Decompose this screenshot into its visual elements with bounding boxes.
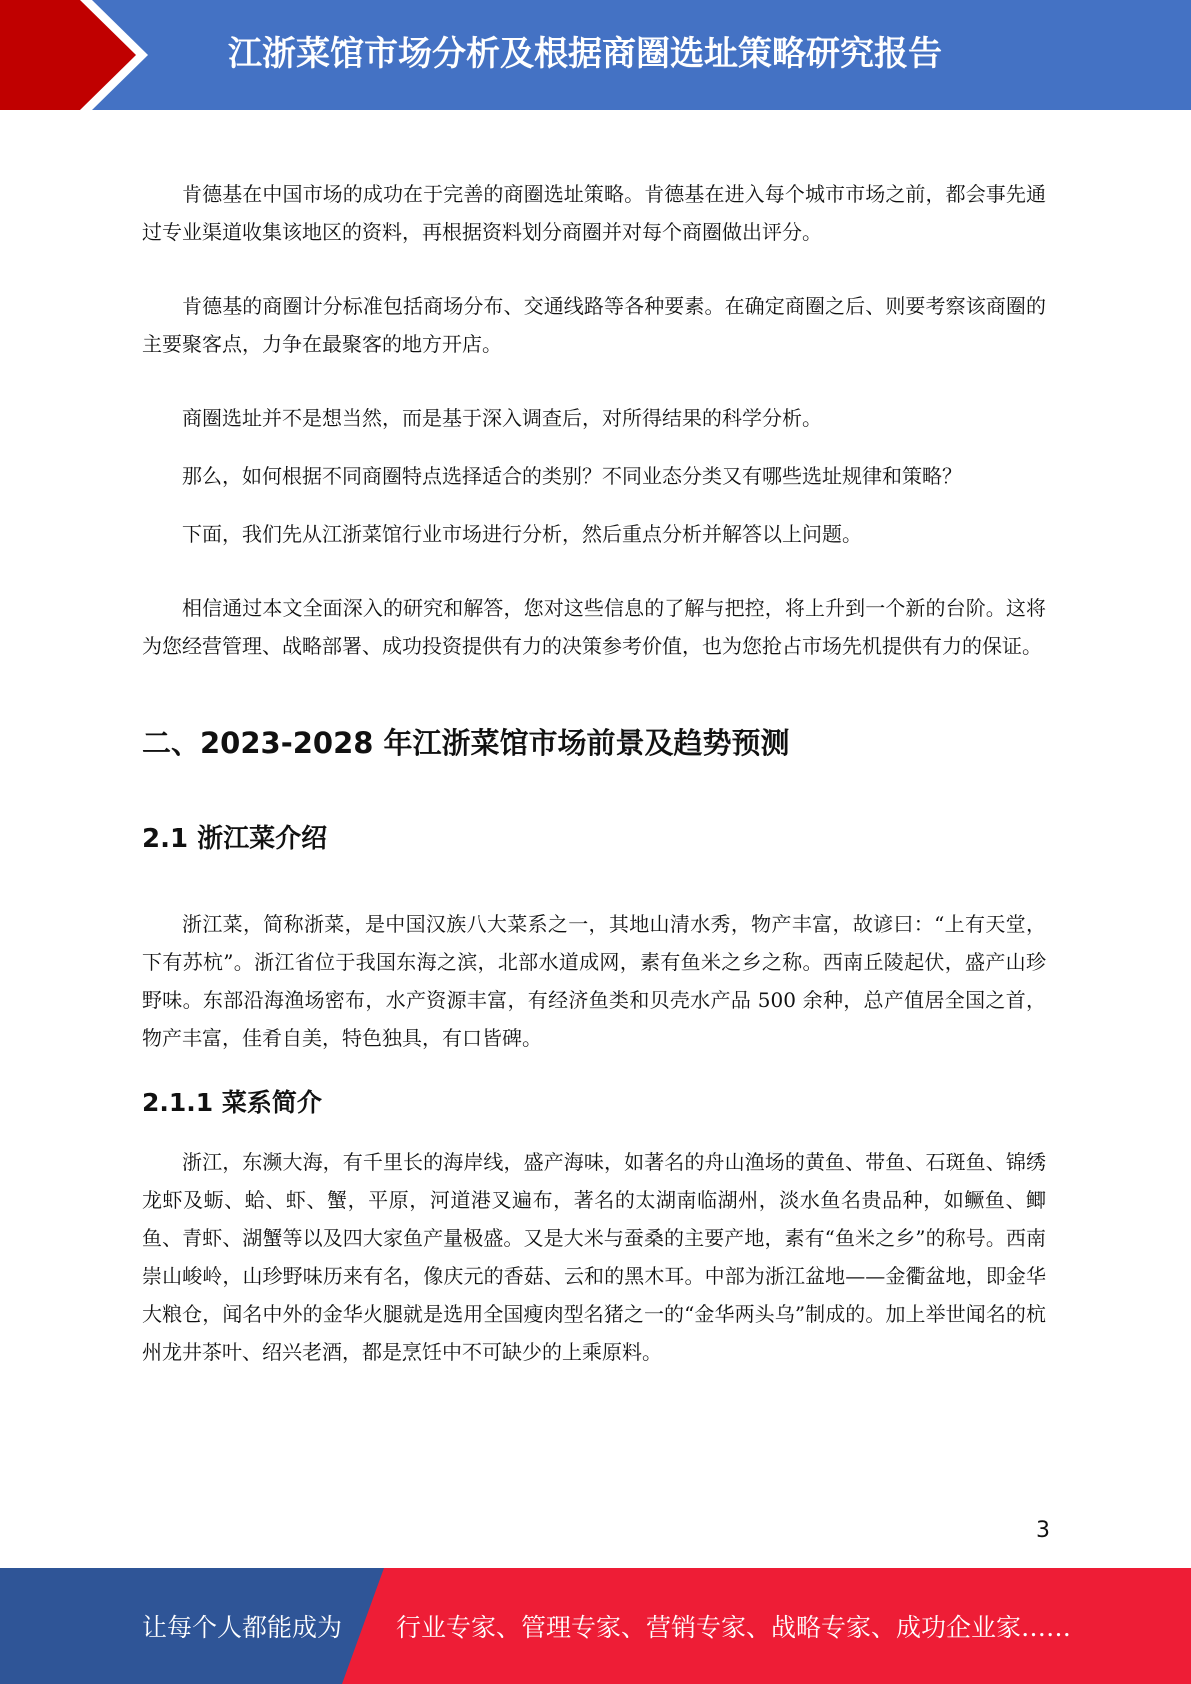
subsection-paragraph: 浙江菜，简称浙菜，是中国汉族八大菜系之一，其地山清水秀，物产丰富，故谚曰：“上有天堂，下有苏杭”。浙江省位于我国东海之滨，北部水道成网，素有鱼米之乡之称。西南丘陵起伏，盛产山珍野味。东部沿海渔场密布，水产资源丰富，有经济鱼类和贝壳水产品 500 余种，总产值居全国之首，物产丰富，佳肴自美，特色独具，有口皆碑。 [142, 912, 1046, 1050]
section-heading: 二、2023-2028 年江浙菜馆市场前景及趋势预测 [142, 726, 790, 760]
footer-slogan-right: 行业专家、管理专家、营销专家、战略专家、成功企业家…… [396, 1613, 1072, 1642]
header-arrow-decoration [0, 0, 160, 110]
page-number: 3 [1036, 1518, 1050, 1543]
document-title: 江浙菜馆市场分析及根据商圈选址策略研究报告 [228, 34, 942, 74]
intro-paragraph-4: 那么，如何根据不同商圈特点选择适合的类别？不同业态分类又有哪些选址规律和策略？ [182, 464, 962, 488]
footer-bar [0, 1568, 1191, 1684]
subsubsection-paragraph: 浙江，东濒大海，有千里长的海岸线，盛产海味，如著名的舟山渔场的黄鱼、带鱼、石斑鱼、锦绣龙虾及蛎、蛤、虾、蟹，平原，河道港叉遍布，著名的太湖南临湖州，淡水鱼名贵品种，如鳜鱼、鲫鱼、青虾、湖蟹等以及四大家鱼产量极盛。又是大米与蚕桑的主要产地，素有“鱼米之乡”的称号。西南崇山峻岭，山珍野味历来有名，像庆元的香菇、云和的黑木耳。中部为浙江盆地——金衢盆地，即金华大粮仓，闻名中外的金华火腿就是选用全国瘦肉型名猪之一的“金华两头乌”制成的。加上举世闻名的杭州龙井茶叶、绍兴老酒，都是烹饪中不可缺少的上乘原料。 [142, 1150, 1046, 1364]
intro-paragraph-5: 下面，我们先从江浙菜馆行业市场进行分析，然后重点分析并解答以上问题。 [182, 522, 862, 546]
intro-paragraph-6: 相信通过本文全面深入的研究和解答，您对这些信息的了解与把控，将上升到一个新的台阶。这将为您经营管理、战略部署、成功投资提供有力的决策参考价值，也为您抢占市场先机提供有力的保证。 [142, 596, 1046, 658]
header-bar [0, 0, 1191, 110]
footer-slogan-left: 让每个人都能成为 [142, 1613, 343, 1642]
intro-paragraph-2: 肯德基的商圈计分标准包括商场分布、交通线路等各种要素。在确定商圈之后、则要考察该商圈的主要聚客点，力争在最聚客的地方开店。 [142, 294, 1046, 356]
intro-paragraph-3: 商圈选址并不是想当然，而是基于深入调查后，对所得结果的科学分析。 [182, 406, 822, 430]
page-content [142, 175, 1046, 1407]
intro-paragraph-1: 肯德基在中国市场的成功在于完善的商圈选址策略。肯德基在进入每个城市市场之前，都会事先通过专业渠道收集该地区的资料，再根据资料划分商圈并对每个商圈做出评分。 [142, 182, 1046, 244]
subsubsection-heading: 2.1.1 菜系简介 [142, 1088, 322, 1117]
subsection-heading: 2.1 浙江菜介绍 [142, 824, 328, 854]
